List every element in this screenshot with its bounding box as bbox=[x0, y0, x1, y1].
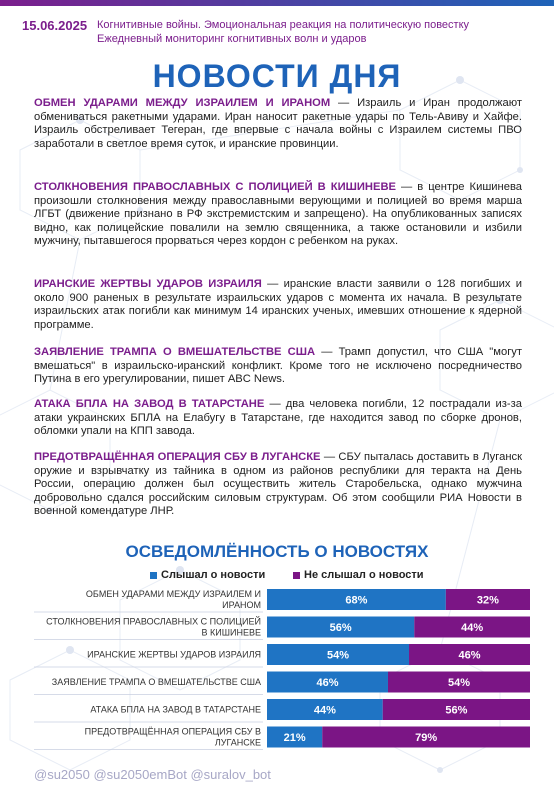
news-headline: АТАКА БПЛА НА ЗАВОД В ТАТАРСТАНЕ bbox=[34, 398, 265, 410]
news-item bbox=[34, 451, 522, 519]
top-accent-bar bbox=[0, 0, 554, 6]
category-label bbox=[85, 727, 261, 748]
data-label-not-heard: 44% bbox=[461, 622, 484, 634]
news-headline: ПРЕДОТВРАЩЁННАЯ ОПЕРАЦИЯ СБУ В ЛУГАНСКЕ bbox=[34, 451, 321, 463]
news-headline: СТОЛКНОВЕНИЯ ПРАВОСЛАВНЫХ С ПОЛИЦИЕЙ В КИШИНЕВЕ bbox=[34, 181, 397, 193]
news-item bbox=[34, 97, 522, 151]
category-label bbox=[46, 616, 261, 638]
header-subtitle bbox=[97, 18, 469, 46]
header-line-2: Ежедневный мониторинг когнитивных волн и ударов bbox=[97, 33, 367, 45]
footer-handles: @su2050 @su2050emBot @suralov_bot bbox=[34, 767, 271, 782]
news-text: — иранские власти заявили о 128 погибших и около 900 раненых в результате израильских ударов с момента их начала. В результате израильских атак погибли как минимум 14 иранских ученых, имевших отношение к ядерной программе. bbox=[34, 278, 523, 331]
news-item bbox=[34, 181, 522, 249]
legend-swatch-not-heard bbox=[293, 572, 300, 579]
legend-label-not-heard: Не слышал о новости bbox=[304, 569, 424, 581]
header bbox=[22, 18, 544, 54]
data-label-heard: 46% bbox=[316, 677, 339, 689]
news-item bbox=[34, 398, 522, 439]
category-label-line: ЗАЯВЛЕНИЕ ТРАМПА О ВМЕШАТЕЛЬСТВЕ США bbox=[51, 677, 261, 687]
category-label-line: ЛУГАНСКЕ bbox=[214, 737, 261, 748]
news-text: — Израиль и Иран продолжают обмениваться ракетными ударами. Иран наносит ракетные удары по Тель-Авиву и Хайфе. Израиль обстреливает Тегеран, где впервые с начала войны с Израилем системы ПВО заработали в светлое время суток, и иранские провинции. bbox=[34, 97, 523, 150]
news-text: — Трамп допустил, что США "могут вмешаться" в израильско-иранский конфликт. Кроме того не исключено посредничество Путина в его урегулировании, пишет ABC News. bbox=[34, 346, 522, 386]
news-text: — СБУ пыталась доставить в Луганск оружие и взрывчатку из тайника в одном из районов республики для теракта на День России, операцию должен был осуществить житель Старобельска, однако мужчина добровольно сдался российским силовым структурам. Об этом сообщили РИА Новости в военной комендатуре ЛНР. bbox=[34, 451, 522, 518]
data-label-heard: 44% bbox=[313, 704, 336, 717]
data-label-not-heard: 56% bbox=[445, 704, 468, 717]
data-label-not-heard: 32% bbox=[476, 594, 499, 607]
news-item bbox=[34, 346, 522, 387]
category-label-line: В КИШИНЕВЕ bbox=[201, 627, 261, 638]
legend-item-heard bbox=[150, 569, 265, 581]
header-date: 15.06.2025 bbox=[22, 18, 88, 33]
data-label-heard: 54% bbox=[326, 649, 350, 662]
category-label bbox=[52, 677, 261, 687]
news-headline: ИРАНСКИЕ ЖЕРТВЫ УДАРОВ ИЗРАИЛЯ bbox=[34, 278, 262, 290]
data-label-heard: 56% bbox=[329, 622, 352, 634]
news-headline: ЗАЯВЛЕНИЕ ТРАМПА О ВМЕШАТЕЛЬСТВЕ США bbox=[34, 346, 316, 358]
category-label-line: ОБМЕН УДАРАМИ МЕЖДУ ИЗРАИЛЕМ И bbox=[85, 589, 261, 599]
data-label-not-heard: 46% bbox=[458, 649, 481, 662]
legend-item-not-heard bbox=[293, 569, 424, 581]
category-label-line: ИРАНСКИЕ ЖЕРТВЫ УДАРОВ ИЗРАИЛЯ bbox=[87, 649, 261, 660]
data-label-heard: 21% bbox=[283, 732, 306, 744]
chart-title: ОСВЕДОМЛЁННОСТЬ О НОВОСТЯХ bbox=[125, 542, 429, 561]
news-item bbox=[34, 278, 522, 332]
news-headline: ОБМЕН УДАРАМИ МЕЖДУ ИЗРАИЛЕМ И ИРАНОМ bbox=[34, 97, 331, 109]
data-label-heard: 68% bbox=[345, 594, 368, 607]
awareness-chart bbox=[0, 585, 554, 760]
category-label-line: АТАКА БПЛА НА ЗАВОД В ТАТАРСТАНЕ bbox=[90, 704, 261, 715]
data-label-not-heard: 54% bbox=[447, 677, 471, 689]
category-label bbox=[90, 705, 261, 715]
category-label-line: ИРАНОМ bbox=[222, 600, 261, 610]
legend-label-heard: Слышал о новости bbox=[161, 569, 266, 581]
news-text: — два человека погибли, 12 пострадали из-за атаки украинских БПЛА на Елабугу в Татарстане, где находится завод по сборке дронов, обломки упали на КПП завода. bbox=[34, 398, 522, 438]
news-text: — в центре Кишинева произошли столкновения между православными верующими и полицией во время марша ЛГБТ (движение признано в РФ экстремистским и запрещено). На опубликованных записях видно, как полицейские повалили на землю священника, а также остановили и избили мужчину, пытавшегося прорваться через кордон с ребенком на руках. bbox=[34, 181, 522, 248]
page-title: НОВОСТИ ДНЯ bbox=[152, 58, 402, 94]
data-label-not-heard: 79% bbox=[415, 732, 438, 744]
category-label-line: СТОЛКНОВЕНИЯ ПРАВОСЛАВНЫХ С ПОЛИЦИЕЙ bbox=[46, 616, 261, 627]
header-line-1: Когнитивные войны. Эмоциональная реакция на политическую повестку bbox=[97, 19, 470, 31]
legend-swatch-heard bbox=[150, 572, 157, 579]
category-label bbox=[86, 589, 261, 610]
category-label-line: ПРЕДОТВРАЩЁННАЯ ОПЕРАЦИЯ СБУ В bbox=[84, 726, 261, 737]
category-label bbox=[87, 650, 261, 660]
